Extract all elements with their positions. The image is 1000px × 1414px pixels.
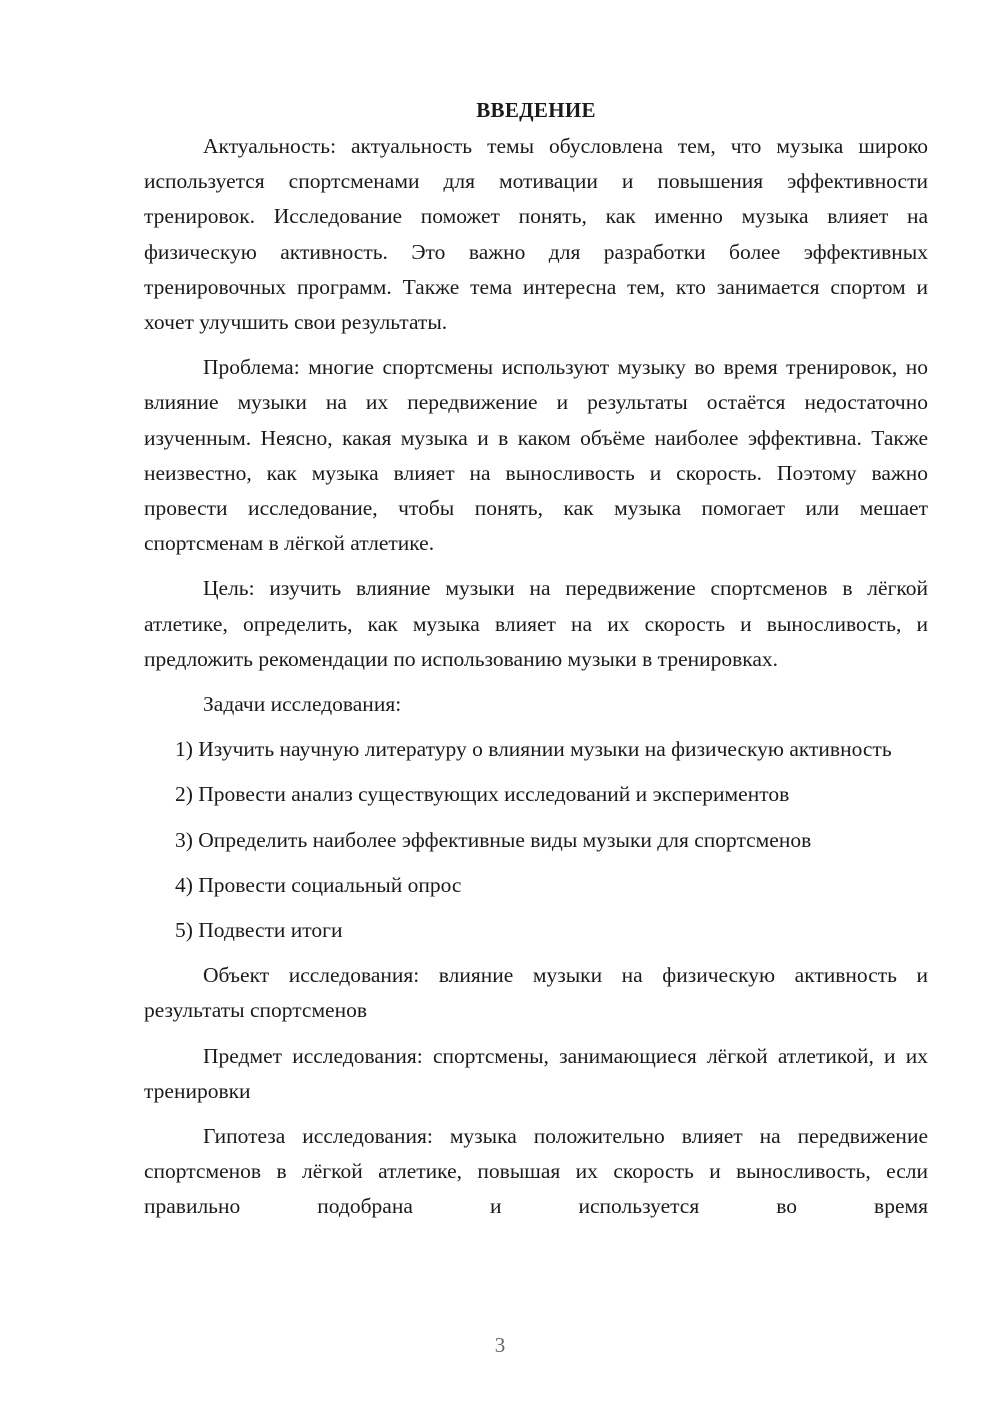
page-number: 3	[494, 1333, 506, 1357]
page-title: ВВЕДЕНИЕ	[476, 98, 596, 122]
task-item-5: 5) Подвести итоги	[175, 918, 343, 943]
relevance-paragraph: Актуальность: актуальность темы обусловлена тем, что музыка широко используется спортсменами для мотивации и повышения эффективности тренировок. Исследование поможет понять, как именно музыка влияет на физическую активность. Это важно для разработки более эффективных тренировочных программ. Также тема интересна тем, кто занимается спортом и хочет улучшить свои результаты.	[144, 134, 928, 335]
task-item-2: 2) Провести анализ существующих исследований и экспериментов	[175, 782, 790, 807]
hypothesis-paragraph: Гипотеза исследования: музыка положительно влияет на передвижение спортсменов в лёгкой атлетике, повышая их скорость и выносливость, если правильно подобрана и используется во время	[144, 1124, 928, 1219]
document-page	[144, 95, 928, 1235]
goal-paragraph: Цель: изучить влияние музыки на передвижение спортсменов в лёгкой атлетике, определить, как музыка влияет на их скорость и выносливость, и предложить рекомендации по использованию музыки в тренировках.	[144, 576, 928, 671]
task-item-1: 1) Изучить научную литературу о влиянии музыки на физическую активность	[175, 737, 892, 762]
object-paragraph: Объект исследования: влияние музыки на физическую активность и результаты спортсменов	[144, 963, 928, 1023]
subject-paragraph: Предмет исследования: спортсмены, занимающиеся лёгкой атлетикой, и их тренировки	[144, 1043, 928, 1103]
task-item-4: 4) Провести социальный опрос	[175, 872, 462, 897]
task-item-3: 3) Определить наиболее эффективные виды музыки для спортсменов	[175, 827, 812, 852]
tasks-heading: Задачи исследования:	[203, 692, 402, 717]
problem-paragraph: Проблема: многие спортсмены используют музыку во время тренировок, но влияние музыки на их передвижение и результаты остаётся недостаточно изученным. Неясно, какая музыка и в каком объёме наиболее эффективна. Также неизвестно, как музыка влияет на выносливость и скорость. Поэтому важно провести исследование, чтобы понять, как музыка помогает или мешает спортсменам в лёгкой атлетике.	[144, 355, 928, 556]
